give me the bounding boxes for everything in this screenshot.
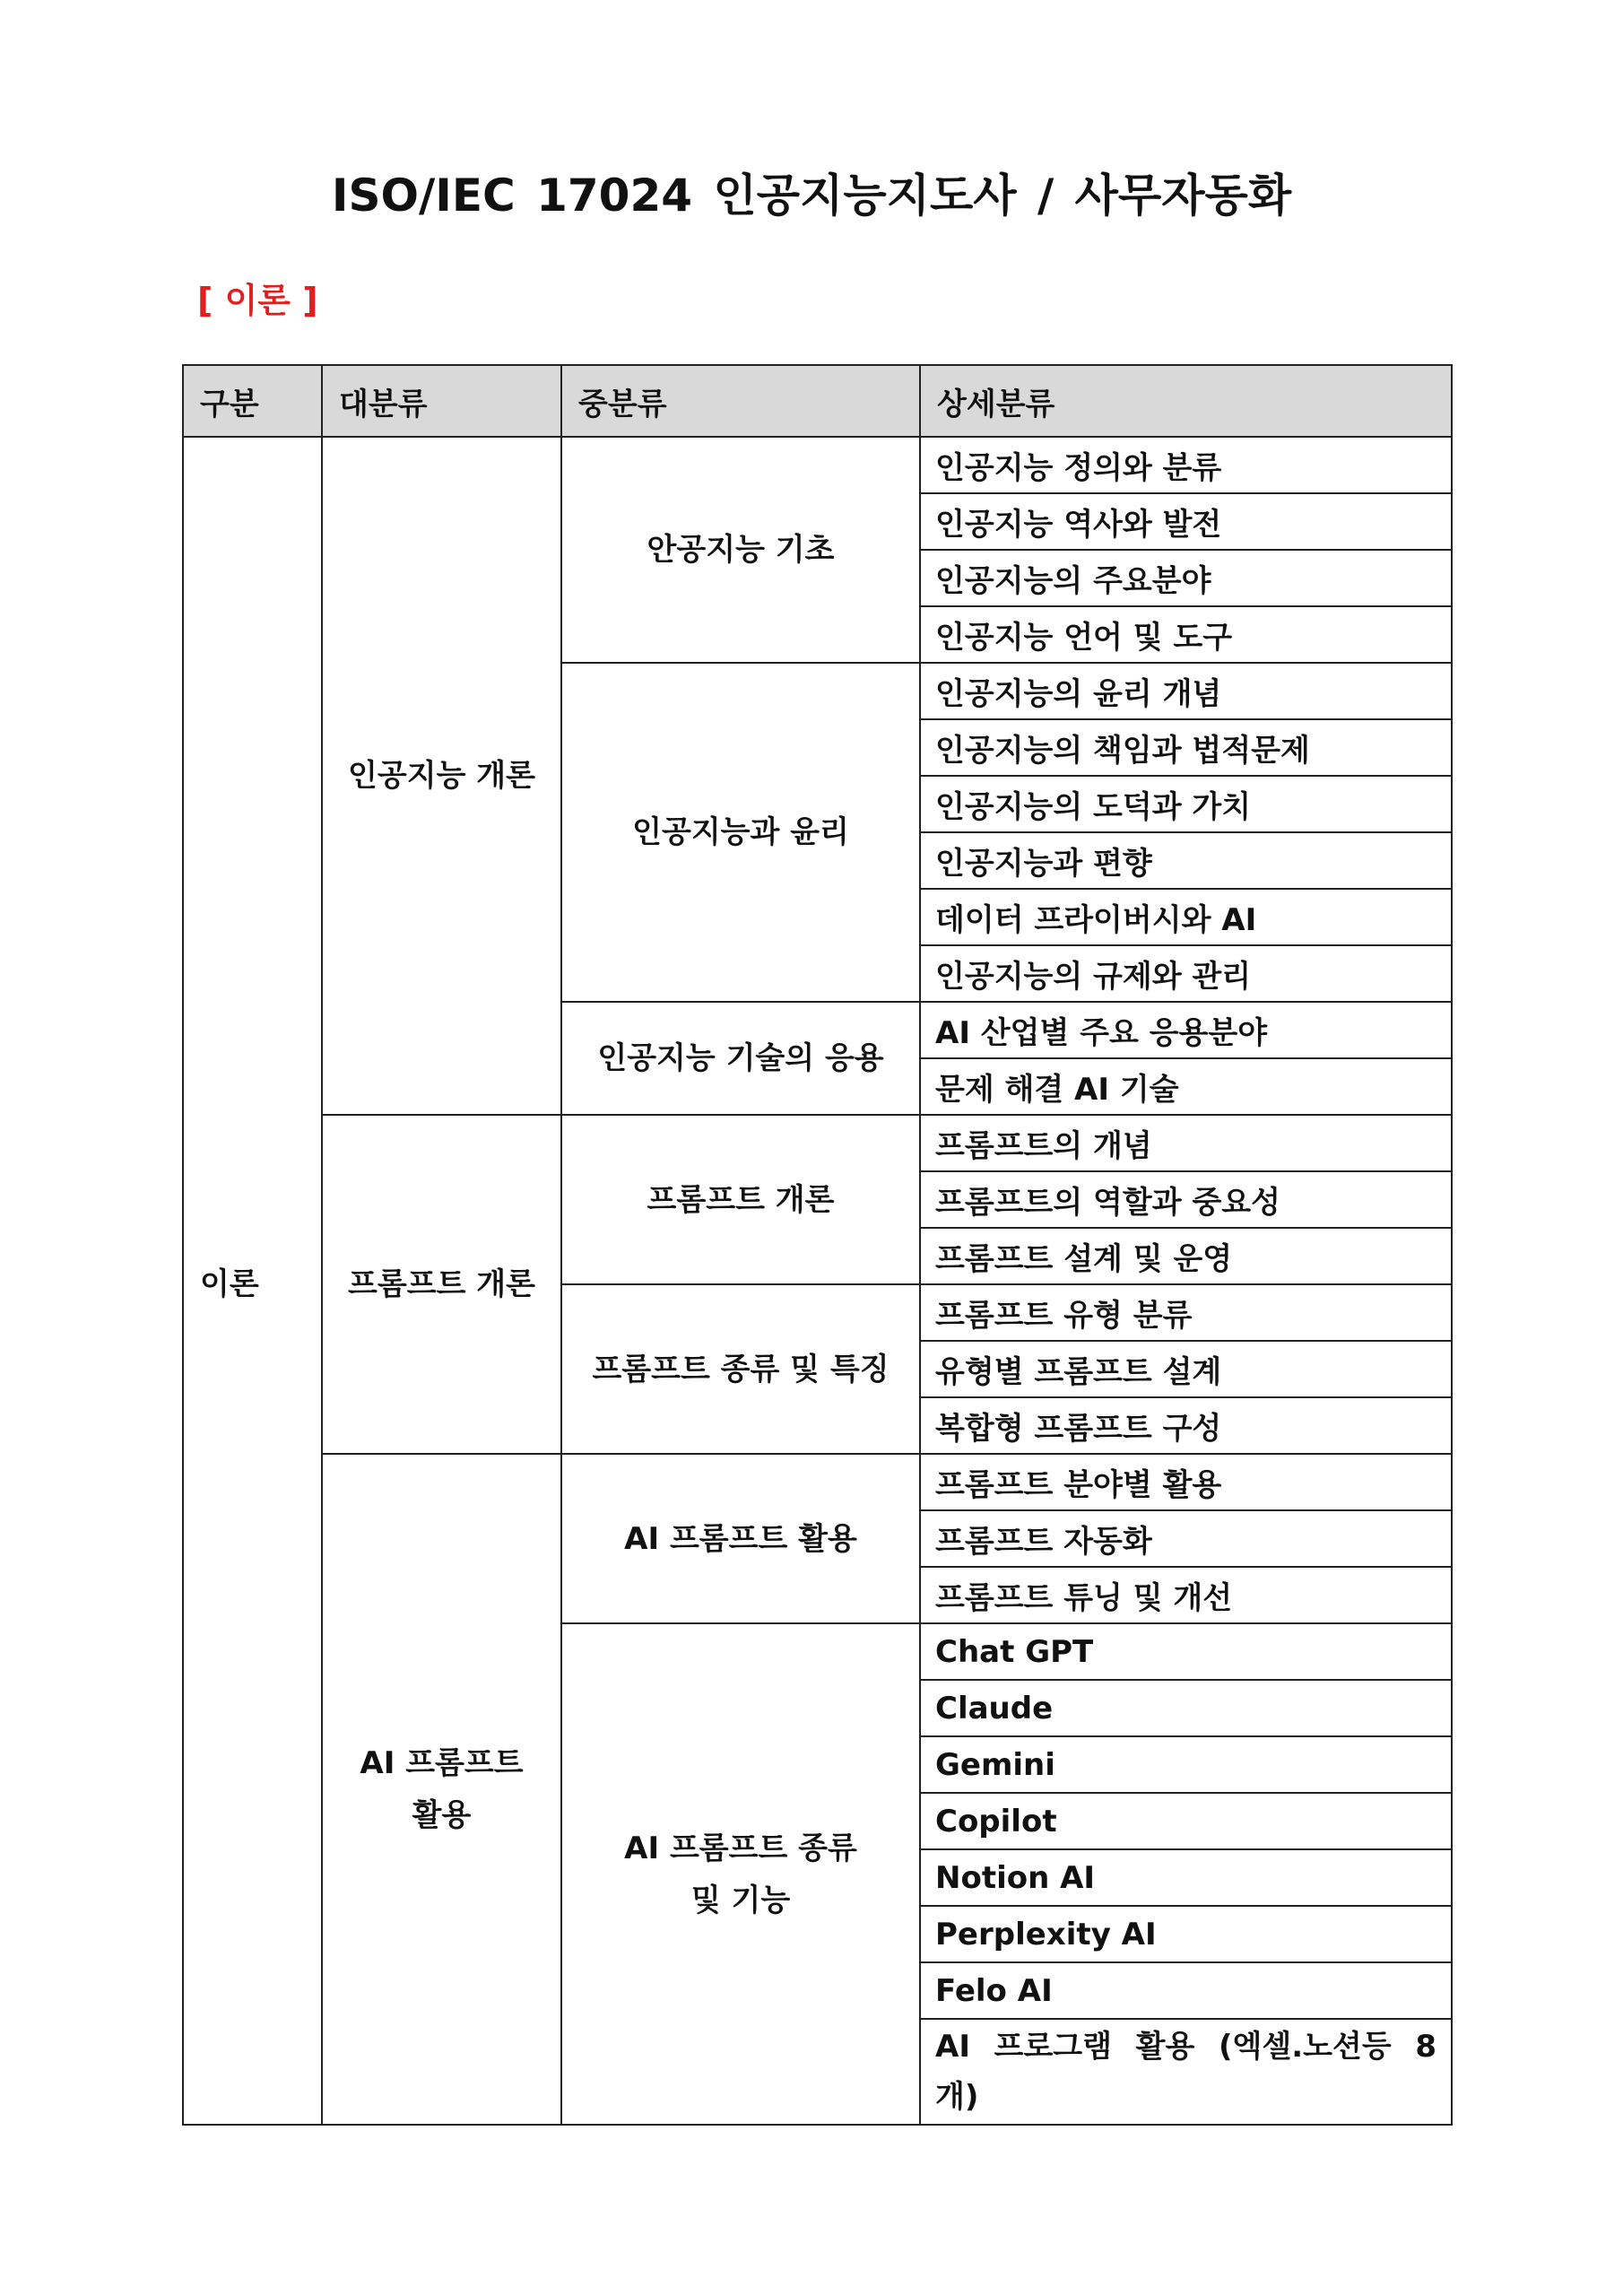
detail-cell: 인공지능의 책임과 법적문제 (920, 719, 1452, 776)
table-row (183, 1454, 1452, 1510)
detail-cell: 유형별 프롬프트 설계 (920, 1341, 1452, 1397)
major-cell-line: 활용 (412, 1797, 472, 1833)
table-header-row (183, 365, 1452, 437)
detail-cell: 문제 해결 AI 기술 (920, 1058, 1452, 1115)
detail-cell: 인공지능 정의와 분류 (920, 437, 1452, 493)
major-cell-line: AI 프롬프트 (360, 1745, 524, 1781)
mid-cell-ai-prompt-usage: AI 프롬프트 활용 (561, 1454, 920, 1623)
header-mid: 중분류 (561, 365, 920, 437)
detail-cell: Copilot (920, 1793, 1452, 1849)
header-group: 구분 (183, 365, 322, 437)
detail-cell-multiline (920, 2019, 1452, 2125)
detail-cell: Gemini (920, 1736, 1452, 1793)
detail-cell: 프롬프트 자동화 (920, 1510, 1452, 1567)
detail-cell: 인공지능 역사와 발전 (920, 493, 1452, 550)
table-row (183, 437, 1452, 493)
mid-cell-ai-prompt-tools (561, 1623, 920, 2125)
header-detail: 상세분류 (920, 365, 1452, 437)
mid-cell-line: AI 프롬프트 종류 (624, 1830, 857, 1866)
detail-cell: 프롬프트 설계 및 운영 (920, 1228, 1452, 1284)
mid-cell-ai-basics: 안공지능 기초 (561, 437, 920, 663)
detail-cell: 인공지능의 주요분야 (920, 550, 1452, 606)
mid-cell-ai-ethics: 인공지능과 윤리 (561, 663, 920, 1002)
major-cell-ai-intro: 인공지능 개론 (322, 437, 561, 1115)
detail-cell: 프롬프트 분야별 활용 (920, 1454, 1452, 1510)
detail-cell: Claude (920, 1680, 1452, 1736)
detail-cell: Chat GPT (920, 1623, 1452, 1680)
table-row (183, 1115, 1452, 1171)
detail-cell: 인공지능과 편향 (920, 832, 1452, 889)
header-major: 대분류 (322, 365, 561, 437)
group-cell: 이론 (183, 437, 322, 2125)
detail-cell: 프롬프트의 개념 (920, 1115, 1452, 1171)
major-cell-ai-prompt-usage (322, 1454, 561, 2125)
detail-cell: 인공지능 언어 및 도구 (920, 606, 1452, 663)
detail-line: AI 프로그램 활용 (엑셀.노션등 8 (935, 2029, 1436, 2065)
document-title: ISO/IEC 17024 인공지능지도사 / 사무자동화 (331, 170, 1292, 222)
mid-cell-prompt-intro: 프롬프트 개론 (561, 1115, 920, 1284)
detail-cell: 복합형 프롬프트 구성 (920, 1397, 1452, 1454)
major-cell-prompt-intro: 프롬프트 개론 (322, 1115, 561, 1454)
mid-cell-ai-applications: 인공지능 기술의 응용 (561, 1002, 920, 1115)
section-label: [ 이론 ] (197, 281, 318, 320)
curriculum-table (182, 364, 1453, 2126)
detail-cell: 프롬프트 튜닝 및 개선 (920, 1567, 1452, 1623)
detail-cell: 프롬프트의 역할과 중요성 (920, 1171, 1452, 1228)
mid-cell-prompt-types: 프롬프트 종류 및 특징 (561, 1284, 920, 1454)
detail-cell: 인공지능의 도덕과 가치 (920, 776, 1452, 832)
detail-cell: Notion AI (920, 1849, 1452, 1906)
detail-cell: 인공지능의 윤리 개념 (920, 663, 1452, 719)
detail-cell: 인공지능의 규제와 관리 (920, 945, 1452, 1002)
detail-cell: 데이터 프라이버시와 AI (920, 889, 1452, 945)
detail-cell: Felo AI (920, 1962, 1452, 2019)
detail-line: 개) (935, 2079, 979, 2115)
detail-cell: Perplexity AI (920, 1906, 1452, 1962)
mid-cell-line: 및 기능 (690, 1882, 791, 1918)
detail-cell: 프롬프트 유형 분류 (920, 1284, 1452, 1341)
detail-cell: AI 산업별 주요 응용분야 (920, 1002, 1452, 1058)
